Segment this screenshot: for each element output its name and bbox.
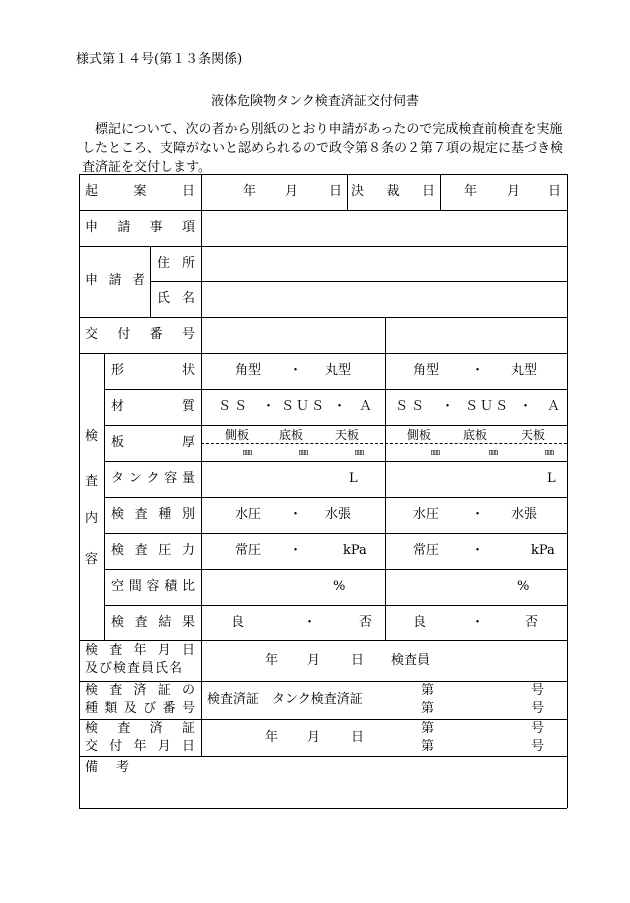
top-plate-1: 天板	[335, 428, 360, 442]
inspection-year: 年	[265, 653, 279, 668]
plate-thickness-label: 板 厚	[111, 435, 195, 450]
inspection-content-label-2: 査	[85, 474, 99, 489]
approval-year: 年	[464, 184, 478, 199]
issue-month: 月	[307, 730, 321, 745]
pressure-normal-2: 常圧	[413, 543, 440, 558]
capacity-unit-1: L	[349, 471, 358, 486]
shape-round-1: 丸型	[325, 363, 352, 378]
mm-unit-1a: ㎜	[243, 448, 253, 458]
shape-square-2: 角型	[413, 363, 440, 378]
type-dot-2: ・	[471, 507, 485, 522]
tank-capacity-label: タ ン ク 容 量	[111, 471, 195, 486]
side-plate-1: 側板	[225, 428, 250, 442]
material-a-1: Ａ	[359, 399, 373, 414]
type-water-pressure-2: 水圧	[413, 507, 440, 522]
ullage-ratio-label: 空 間 容 積 比	[111, 579, 195, 594]
shape-round-2: 丸型	[511, 363, 538, 378]
result-dot-1: ・	[303, 615, 317, 630]
drafting-date-label: 起 案 日	[85, 184, 195, 199]
material-dot-1a: ・	[262, 399, 276, 414]
cert-dai-1: 第	[421, 683, 435, 698]
type-dot-1: ・	[289, 507, 303, 522]
material-dot-2a: ・	[441, 399, 455, 414]
material-ss-1: ＳＳ	[218, 399, 251, 414]
issue-go-1: 号	[531, 721, 545, 736]
certificate-types: 検査済証 タンク検査済証	[207, 692, 363, 707]
drafting-month: 月	[285, 184, 299, 199]
material-dot-1b: ・	[333, 399, 347, 414]
issue-number-label: 交 付 番 号	[85, 327, 195, 342]
remarks-label: 備 考	[85, 760, 129, 775]
material-a-2: Ａ	[547, 399, 561, 414]
top-plate-2: 天板	[521, 428, 546, 442]
mm-unit-2c: ㎜	[545, 448, 555, 458]
issue-year: 年	[265, 730, 279, 745]
application-matter-label: 申 請 事 項	[85, 220, 195, 235]
document-title: 液体危険物タンク検査済証交付伺書	[211, 94, 419, 109]
mm-unit-2a: ㎜	[431, 448, 441, 458]
mm-unit-1b: ㎜	[299, 448, 309, 458]
result-bad-1: 否	[359, 615, 373, 630]
inspector-name-label: 及び検査員氏名	[85, 661, 184, 676]
inspector-label: 検査員	[391, 653, 431, 668]
material-label: 材 質	[111, 399, 195, 414]
side-plate-2: 側板	[407, 428, 432, 442]
inspection-month: 月	[307, 653, 321, 668]
type-water-fill-2: 水張	[511, 507, 538, 522]
drafting-day: 日	[329, 184, 343, 199]
inspection-day: 日	[351, 653, 365, 668]
pressure-dot-1: ・	[289, 543, 303, 558]
ullage-percent-2: %	[517, 579, 530, 594]
inspection-content-label-1: 検	[85, 429, 99, 444]
cert-go-2: 号	[531, 701, 545, 716]
bottom-plate-2: 底板	[463, 428, 488, 442]
pressure-normal-1: 常圧	[235, 543, 262, 558]
issue-dai-1: 第	[421, 721, 435, 736]
pressure-kpa-1: kPa	[343, 543, 367, 558]
inspection-date-label: 検 査 年 月 日	[85, 643, 195, 658]
mm-unit-2b: ㎜	[489, 448, 499, 458]
result-good-1: 良	[231, 615, 245, 630]
drafting-year: 年	[243, 184, 257, 199]
approval-day: 日	[548, 184, 562, 199]
mm-unit-1c: ㎜	[355, 448, 365, 458]
form-number: 様式第１４号(第１３条関係)	[76, 52, 243, 67]
result-bad-2: 否	[525, 615, 539, 630]
result-good-2: 良	[413, 615, 427, 630]
shape-label: 形 状	[111, 363, 195, 378]
material-dot-2b: ・	[519, 399, 533, 414]
material-sus-1: ＳＵＳ	[281, 399, 327, 414]
name-label: 氏 名	[157, 291, 195, 306]
capacity-unit-2: L	[547, 471, 556, 486]
issue-day: 日	[351, 730, 365, 745]
inspection-content-label-3: 内	[85, 511, 99, 526]
pressure-kpa-2: kPa	[531, 543, 555, 558]
applicant-label: 申 請 者	[85, 273, 145, 288]
shape-dot-2: ・	[471, 363, 485, 378]
approval-date-label: 決 裁 日	[351, 184, 435, 199]
certificate-number-label: 種 類 及 び 番 号	[85, 701, 195, 716]
shape-square-1: 角型	[235, 363, 262, 378]
issue-go-2: 号	[531, 739, 545, 754]
result-dot-2: ・	[471, 615, 485, 630]
inspection-result-label: 検 査 結 果	[111, 615, 195, 630]
inspection-type-label: 検 査 種 別	[111, 507, 195, 522]
ullage-percent-1: %	[333, 579, 346, 594]
certificate-type-label: 検 査 済 証 の	[85, 683, 195, 698]
certificate-issue-label-1: 検 査 済 証	[85, 721, 195, 736]
type-water-pressure-1: 水圧	[235, 507, 262, 522]
pressure-dot-2: ・	[471, 543, 485, 558]
shape-dot-1: ・	[289, 363, 303, 378]
address-label: 住 所	[157, 256, 195, 271]
inspection-content-label-4: 容	[85, 552, 99, 567]
cert-dai-2: 第	[421, 701, 435, 716]
inspection-form-table	[79, 174, 567, 808]
inspection-pressure-label: 検 査 圧 力	[111, 543, 195, 558]
certificate-issue-label-2: 交 付 年 月 日	[85, 739, 195, 754]
material-sus-2: ＳＵＳ	[465, 399, 511, 414]
bottom-plate-1: 底板	[279, 428, 304, 442]
intro-paragraph: 標記について、次の者から別紙のとおり申請があったので完成検査前検査を実施したところ、支障がないと認められるので政令第８条の２第７項の規定に基づき検査済証を交付します。	[82, 122, 564, 175]
type-water-fill-1: 水張	[325, 507, 352, 522]
cert-go-1: 号	[531, 683, 545, 698]
material-ss-2: ＳＳ	[395, 399, 428, 414]
issue-dai-2: 第	[421, 739, 435, 754]
approval-month: 月	[507, 184, 521, 199]
